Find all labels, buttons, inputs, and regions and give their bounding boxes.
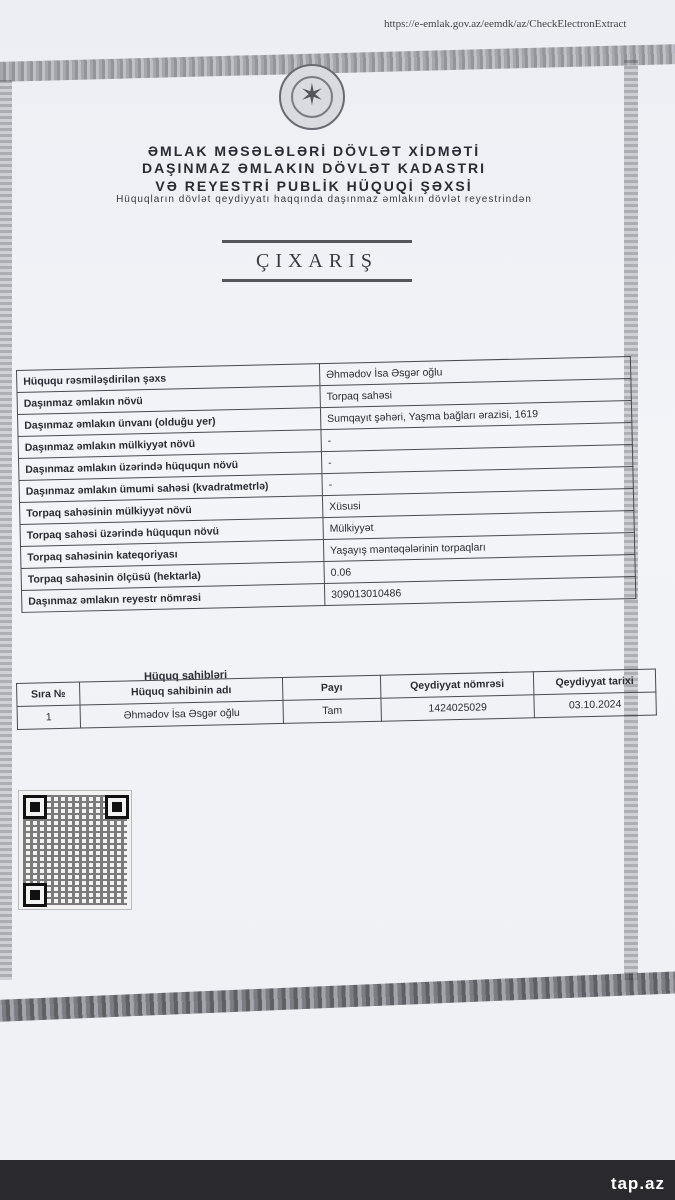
document-title-ribbon <box>222 240 412 282</box>
row-label: Daşınmaz əmlakın növü <box>17 386 320 415</box>
issuer-line-3: VƏ REYESTRİ PUBLİK HÜQUQİ ŞƏXSİ <box>155 178 473 194</box>
row-label: Torpaq sahəsinin mülkiyyət növü <box>20 496 323 525</box>
row-value: Yaşayış məntəqələrinin torpaqları <box>323 533 634 562</box>
owners-table <box>16 668 657 730</box>
owner-index: 1 <box>17 705 81 729</box>
column-header: Qeydiyyat nömrəsi <box>380 672 533 698</box>
document-title: ÇIXARIŞ <box>255 249 378 272</box>
issuer-line-1: ƏMLAK MƏSƏLƏLƏRİ DÖVLƏT XİDMƏTİ <box>147 143 481 159</box>
owner-name: Əhmədov İsa Əsgər oğlu <box>80 700 283 728</box>
frame-border-left <box>0 80 12 980</box>
issuer-line-2: DAŞINMAZ ƏMLAKIN DÖVLƏT KADASTRI <box>141 160 487 176</box>
row-value: 0.06 <box>324 555 635 584</box>
registration-number: 1424025029 <box>381 695 534 721</box>
source-url: https://e-emlak.gov.az/eemdk/az/CheckElectronExtract <box>384 18 627 30</box>
registration-date: 03.10.2024 <box>534 692 656 718</box>
row-value: Əhmədov İsa Əsgər oğlu <box>319 357 630 386</box>
qr-code <box>18 790 132 910</box>
row-value: Xüsusi <box>322 489 633 518</box>
document-subtitle: Hüquqların dövlət qeydiyyatı haqqında daşınmaz əmlakın dövlət reyestrindən <box>116 194 532 205</box>
row-label: Hüququ rəsmiləşdirilən şəxs <box>17 364 320 393</box>
row-value: Torpaq sahəsi <box>320 379 631 408</box>
row-value: Mülkiyyət <box>323 511 634 540</box>
row-label: Daşınmaz əmlakın ünvanı (olduğu yer) <box>18 408 321 437</box>
row-label: Torpaq sahəsinin ölçüsü (hektarla) <box>21 562 324 591</box>
row-label: Torpaq sahəsinin kateqoriyası <box>21 540 324 569</box>
row-label: Daşınmaz əmlakın mülkiyyət növü <box>18 430 321 459</box>
row-label: Torpaq sahəsi üzərində hüququn növü <box>20 518 323 547</box>
column-header: Qeydiyyat tarixi <box>533 669 655 695</box>
property-info-table <box>16 356 636 613</box>
owner-share: Tam <box>283 698 381 723</box>
column-header: Hüquq sahibinin adı <box>79 677 282 705</box>
row-label: Daşınmaz əmlakın reyestr nömrəsi <box>22 584 325 613</box>
row-value: 309013010486 <box>324 577 635 606</box>
row-value: - <box>321 423 632 452</box>
frame-border-bottom <box>0 971 675 1022</box>
row-value: Sumqayıt şəhəri, Yaşma bağları ərazisi, 1619 <box>320 401 631 430</box>
row-label: Daşınmaz əmlakın ümumi sahəsi (kvadratmetrlə) <box>19 474 322 503</box>
row-value: - <box>321 445 632 474</box>
row-value: - <box>322 467 633 496</box>
row-label: Daşınmaz əmlakın üzərində hüququn növü <box>19 452 322 481</box>
column-header: Sıra № <box>17 682 81 706</box>
owners-section-title: Hüquq sahibləri <box>143 669 228 683</box>
watermark-logo: tap.az <box>610 1174 665 1193</box>
column-header: Payı <box>282 675 380 700</box>
state-emblem: ✶ <box>279 64 345 130</box>
